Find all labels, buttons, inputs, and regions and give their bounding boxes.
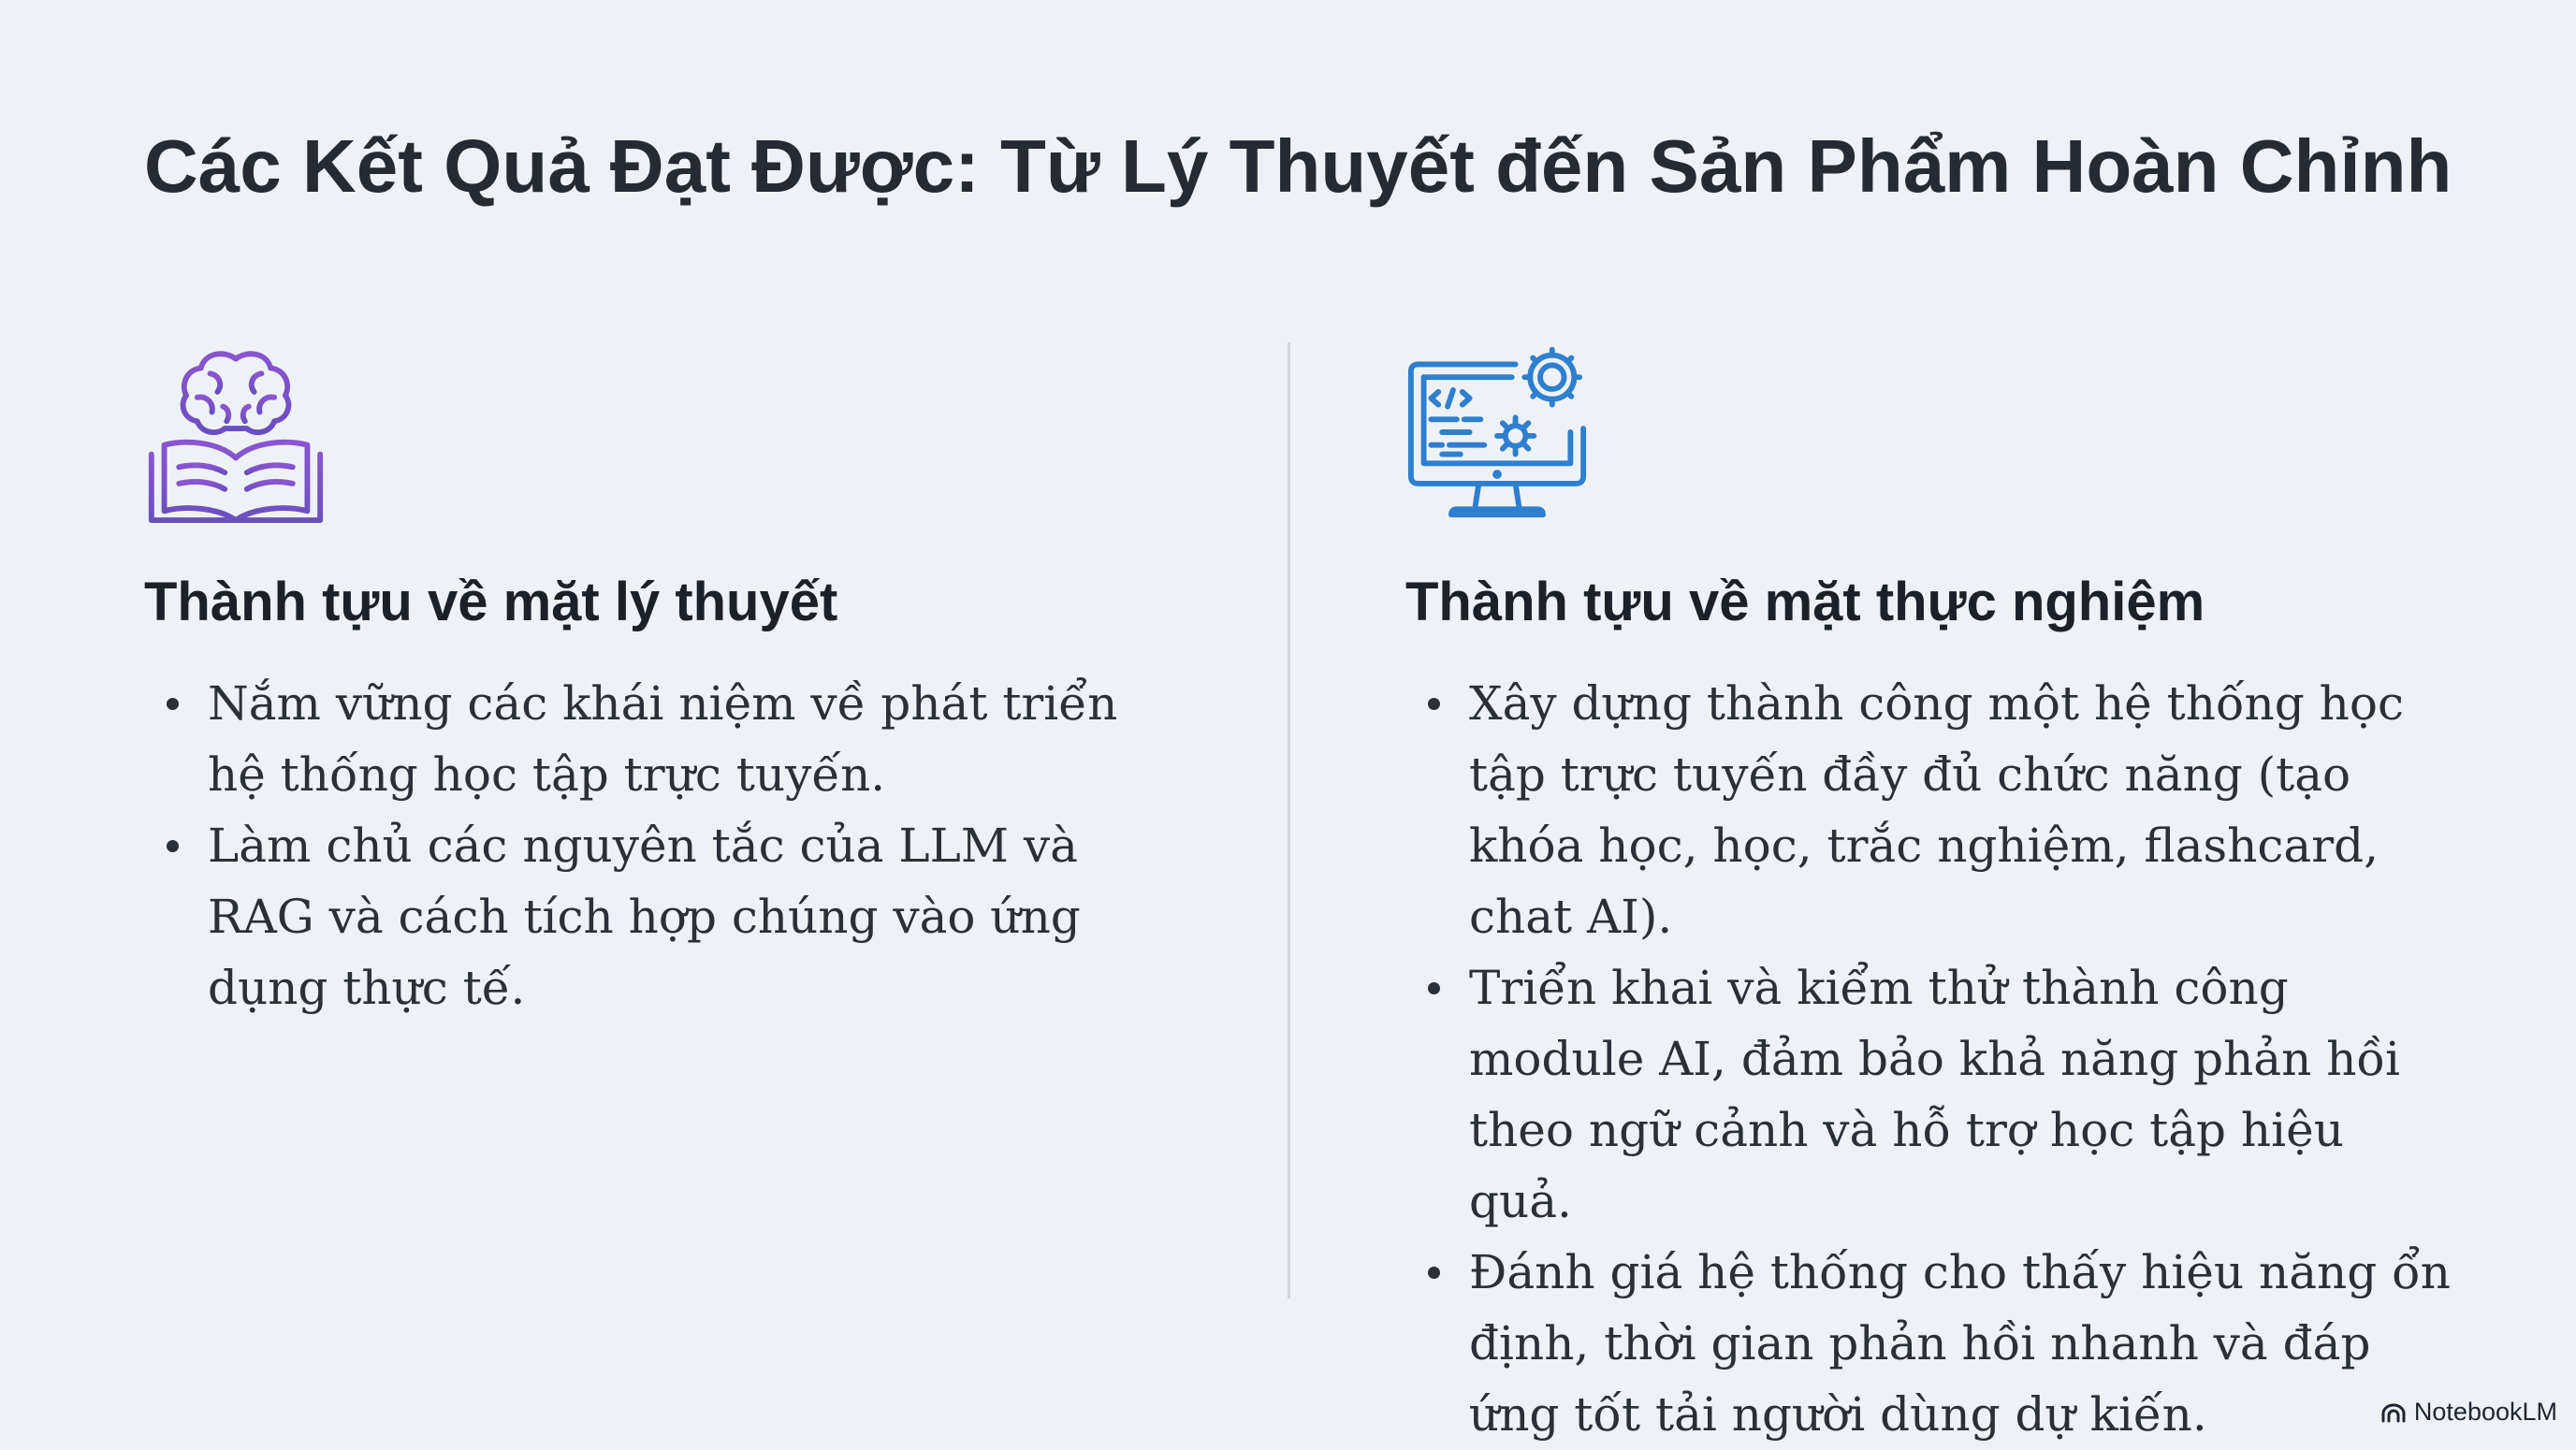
list-item [144,810,1183,1023]
practice-bullet-list [1405,668,2453,1450]
list-item [1405,668,2453,952]
notebooklm-logo-icon [2380,1402,2407,1423]
bullet-dot [1428,982,1440,994]
brain-book-icon [144,341,327,524]
list-item [1405,1237,2453,1450]
bullet-text: Đánh giá hệ thống cho thấy hiệu năng ổn định, thời gian phản hồi nhanh và đáp ứng tốt tải người dùng dự kiến. [1469,1245,2451,1442]
list-item [1405,952,2453,1237]
column-divider [1288,342,1290,1298]
practice-heading: Thành tựu về mặt thực nghiệm [1405,572,2205,632]
list-item [144,668,1183,810]
bullet-text: Làm chủ các nguyên tắc của LLM và RAG và cách tích hợp chúng vào ứng dụng thực tế. [208,819,1081,1015]
theory-column [144,341,1201,1015]
theory-heading: Thành tựu về mặt lý thuyết [144,572,838,632]
practice-column [1405,341,2463,1442]
bullet-dot [167,840,179,852]
bullet-text: Xây dựng thành công một hệ thống học tập trực tuyến đầy đủ chức năng (tạo khóa học, học, trắc nghiệm, flashcard, chat AI). [1469,676,2404,944]
theory-bullet-list [144,668,1183,1023]
bullet-dot [1428,698,1440,710]
notebooklm-brand [2380,1398,2557,1427]
bullet-text: Nắm vững các khái niệm về phát triển hệ thống học tập trực tuyến. [208,676,1118,802]
slide-title: Các Kết Quả Đạt Được: Từ Lý Thuyết đến Sản Phẩm Hoàn Chỉnh [144,124,2452,208]
computer-code-gear-icon [1405,341,1589,524]
bullet-dot [167,698,179,710]
bullet-dot [1428,1267,1440,1279]
bullet-text: Triển khai và kiểm thử thành công module AI, đảm bảo khả năng phản hồi theo ngữ cảnh và hỗ trợ học tập hiệu quả. [1469,961,2400,1228]
brand-label: NotebookLM [2413,1398,2557,1426]
